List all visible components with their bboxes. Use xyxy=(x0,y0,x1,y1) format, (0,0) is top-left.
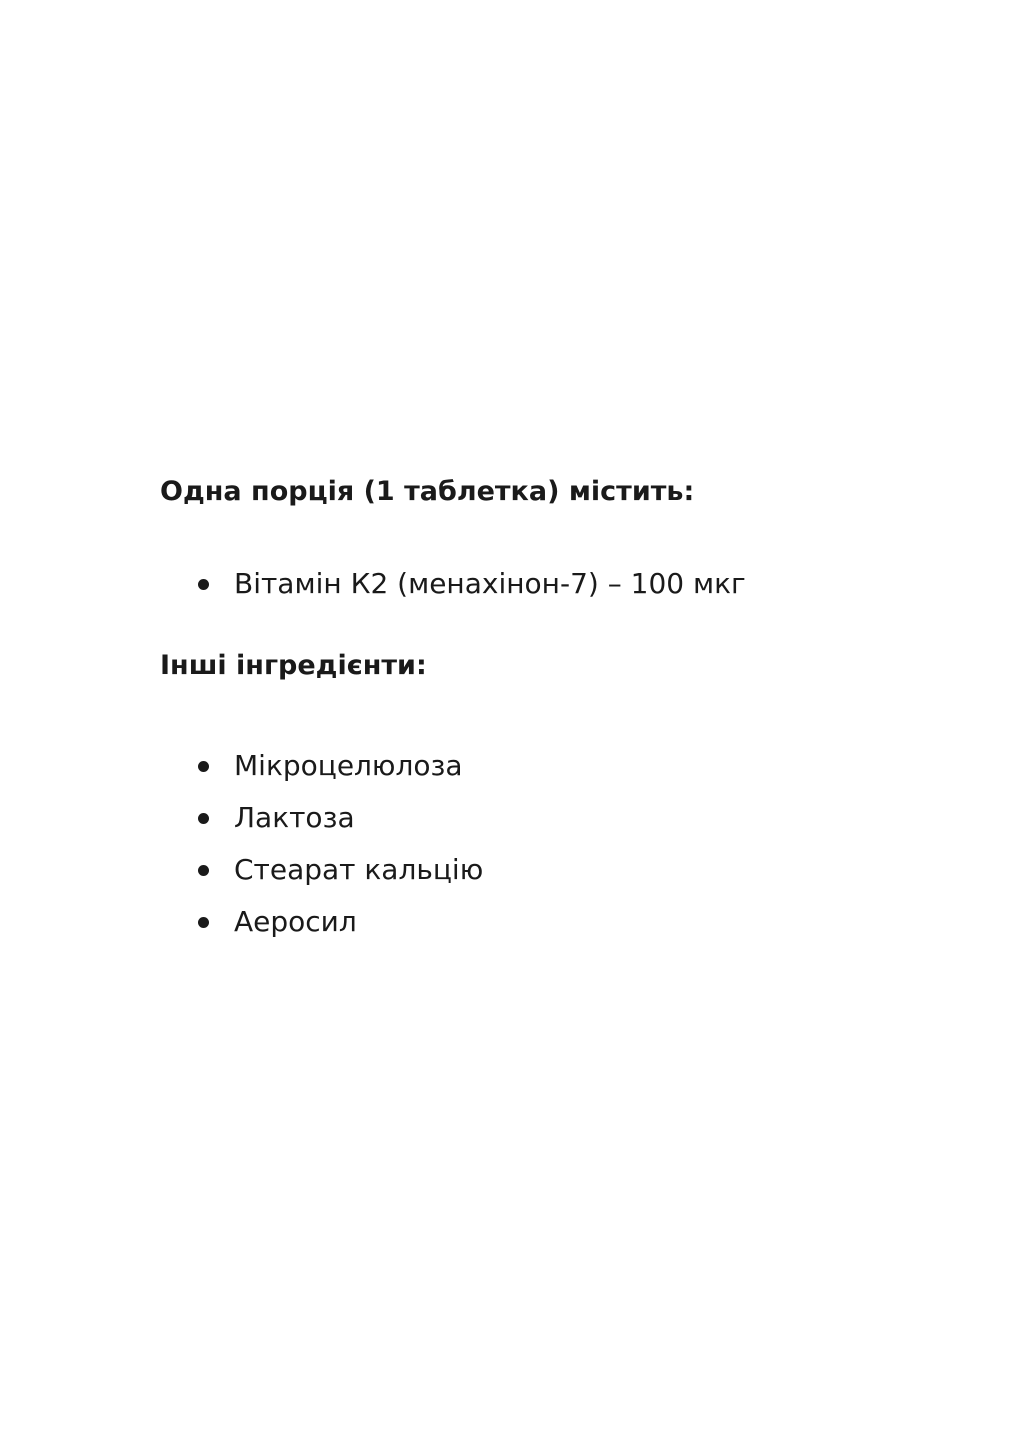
serving-list xyxy=(160,558,920,610)
other-ingredients-heading: Інші інгредієнти: xyxy=(160,650,427,681)
list-item-label: Стеарат кальцію xyxy=(234,853,484,886)
bullet-icon xyxy=(198,917,209,928)
list-item xyxy=(160,896,920,948)
bullet-icon xyxy=(198,579,209,590)
list-item xyxy=(160,792,920,844)
bullet-icon xyxy=(198,761,209,772)
document-content xyxy=(160,470,920,948)
list-item-label: Аеросил xyxy=(234,905,357,938)
list-item xyxy=(160,740,920,792)
bullet-icon xyxy=(198,865,209,876)
list-item xyxy=(160,844,920,896)
list-item xyxy=(160,558,920,610)
list-item-label: Мікроцелюлоза xyxy=(234,749,463,782)
list-item-label: Лактоза xyxy=(234,801,355,834)
bullet-icon xyxy=(198,813,209,824)
list-item-label: Вітамін К2 (менахінон-7) – 100 мкг xyxy=(234,567,746,600)
other-ingredients-list xyxy=(160,740,920,948)
serving-heading: Одна порція (1 таблетка) містить: xyxy=(160,476,695,507)
